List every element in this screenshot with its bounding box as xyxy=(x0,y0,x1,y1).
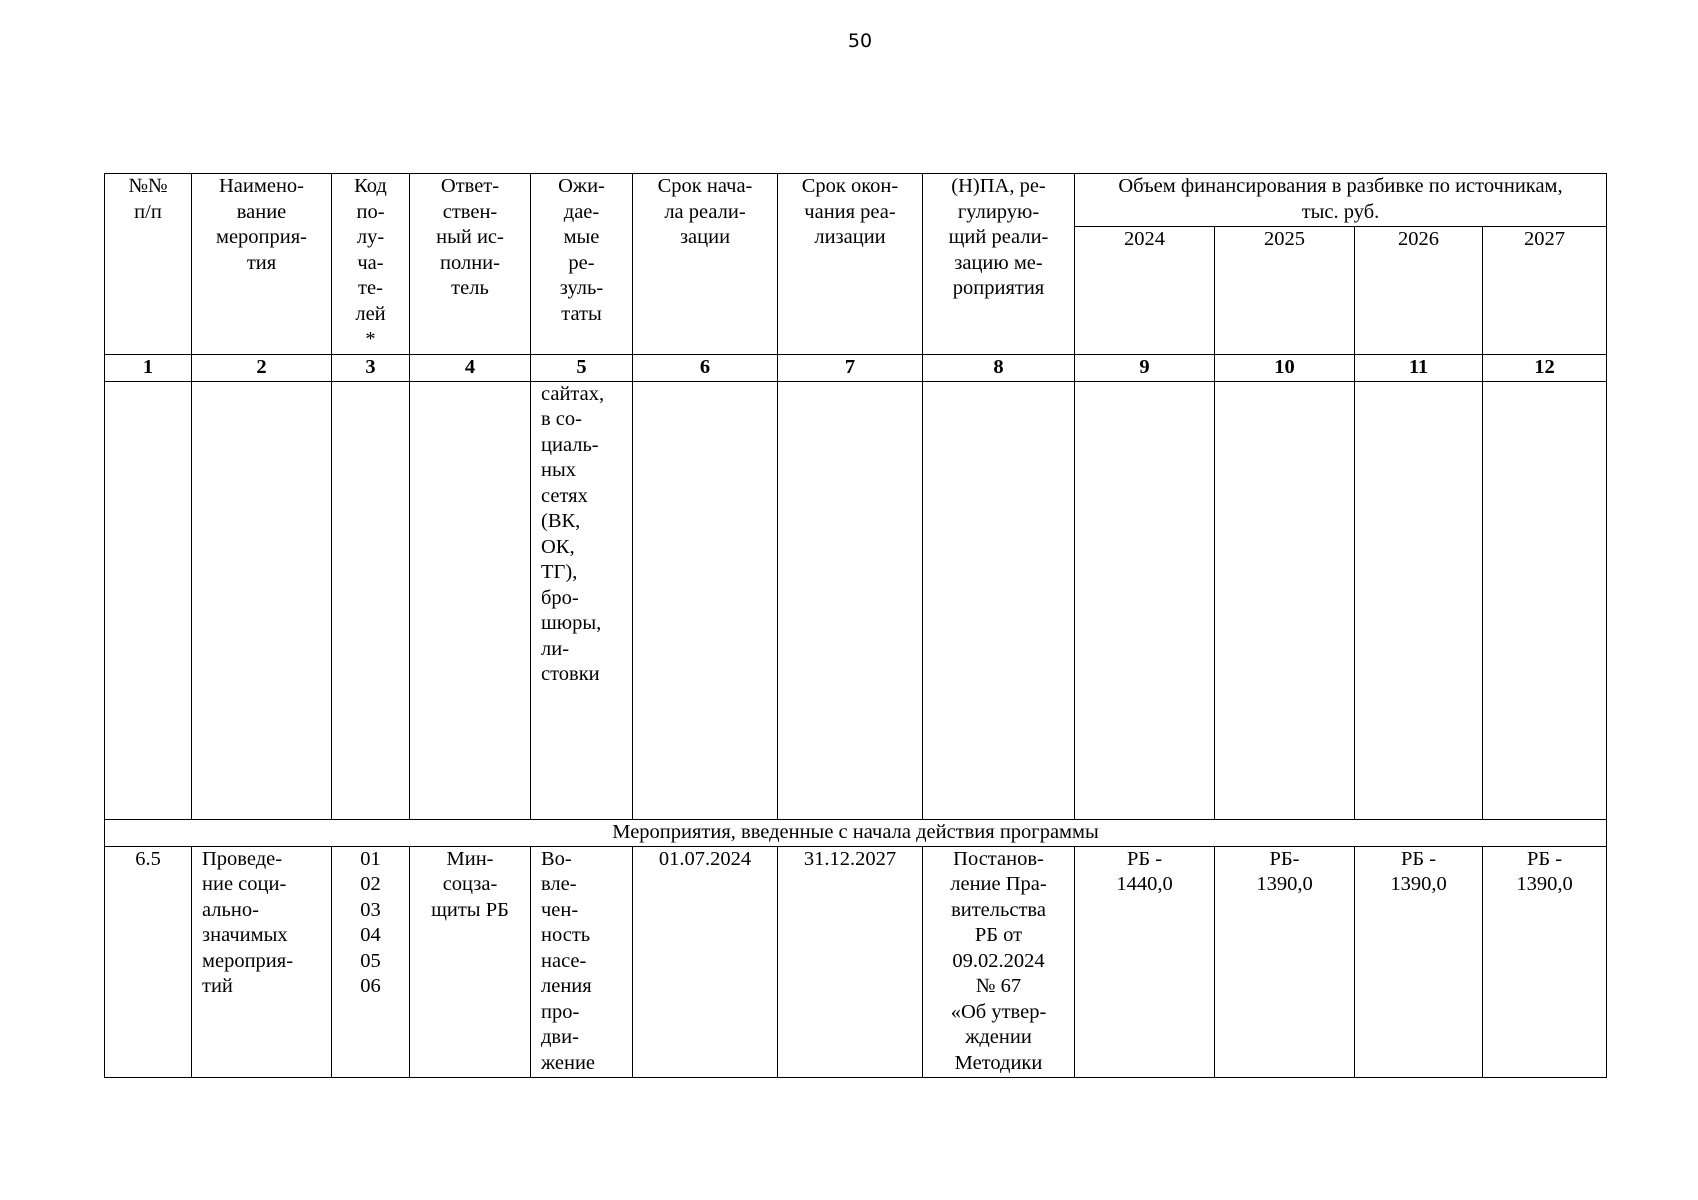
column-number: 7 xyxy=(778,355,923,382)
header-start: Срок нача- ла реали- зации xyxy=(633,174,778,355)
continued-row xyxy=(105,381,1607,819)
header-row xyxy=(105,174,1607,227)
continued-name xyxy=(192,381,332,819)
header-year-2024: 2024 xyxy=(1075,227,1215,355)
column-numbers-row xyxy=(105,355,1607,382)
continued-start xyxy=(633,381,778,819)
header-financing: Объем финансирования в разбивке по источникам, тыс. руб. xyxy=(1075,174,1607,227)
continued-fin-2024 xyxy=(1075,381,1215,819)
header-npa: (Н)ПА, ре- гулирую- щий реали- зацию ме- роприятия xyxy=(923,174,1075,355)
header-year-2027: 2027 xyxy=(1483,227,1607,355)
section-title: Мероприятия, введенные с начала действия программы xyxy=(105,819,1607,846)
column-number: 12 xyxy=(1483,355,1607,382)
measures-table xyxy=(104,173,1607,1078)
continued-fin-2025 xyxy=(1215,381,1355,819)
row-npa: Постанов- ление Пра- вительства РБ от 09.02.2024 № 67 «Об утвер- ждении Методики xyxy=(923,846,1075,1077)
row-start-date: 01.07.2024 xyxy=(633,846,778,1077)
continued-num xyxy=(105,381,192,819)
header-name: Наимено- вание мероприя- тия xyxy=(192,174,332,355)
header-num: №№ п/п xyxy=(105,174,192,355)
continued-fin-2026 xyxy=(1355,381,1483,819)
table-row-6-5 xyxy=(105,846,1607,1077)
continued-results: сайтах, в со- циаль- ных сетях (ВК, ОК, ТГ), бро- шюры, ли- стовки xyxy=(531,381,633,819)
column-number: 5 xyxy=(531,355,633,382)
header-code: Код по- лу- ча- те- лей * xyxy=(332,174,410,355)
column-number: 2 xyxy=(192,355,332,382)
row-fin-2025: РБ- 1390,0 xyxy=(1215,846,1355,1077)
row-results: Во- вле- чен- ность насе- ления про- дви- жение xyxy=(531,846,633,1077)
page-number: 50 xyxy=(847,30,873,52)
header-executor: Ответ- ствен- ный ис- полни- тель xyxy=(410,174,531,355)
header-year-2025: 2025 xyxy=(1215,227,1355,355)
column-number: 8 xyxy=(923,355,1075,382)
section-row xyxy=(105,819,1607,846)
column-number: 4 xyxy=(410,355,531,382)
row-name: Проведе- ние соци- ально- значимых мероприя- тий xyxy=(192,846,332,1077)
column-number: 9 xyxy=(1075,355,1215,382)
column-number: 1 xyxy=(105,355,192,382)
column-number: 11 xyxy=(1355,355,1483,382)
column-number: 10 xyxy=(1215,355,1355,382)
row-num: 6.5 xyxy=(105,846,192,1077)
continued-end xyxy=(778,381,923,819)
continued-npa xyxy=(923,381,1075,819)
header-year-2026: 2026 xyxy=(1355,227,1483,355)
row-end-date: 31.12.2027 xyxy=(778,846,923,1077)
header-end: Срок окон- чания реа- лизации xyxy=(778,174,923,355)
continued-executor xyxy=(410,381,531,819)
header-results: Ожи- дае- мые ре- зуль- таты xyxy=(531,174,633,355)
row-fin-2026: РБ - 1390,0 xyxy=(1355,846,1483,1077)
column-number: 6 xyxy=(633,355,778,382)
row-fin-2024: РБ - 1440,0 xyxy=(1075,846,1215,1077)
row-codes: 01 02 03 04 05 06 xyxy=(332,846,410,1077)
column-number: 3 xyxy=(332,355,410,382)
row-executor: Мин- соцза- щиты РБ xyxy=(410,846,531,1077)
row-fin-2027: РБ - 1390,0 xyxy=(1483,846,1607,1077)
continued-code xyxy=(332,381,410,819)
continued-fin-2027 xyxy=(1483,381,1607,819)
